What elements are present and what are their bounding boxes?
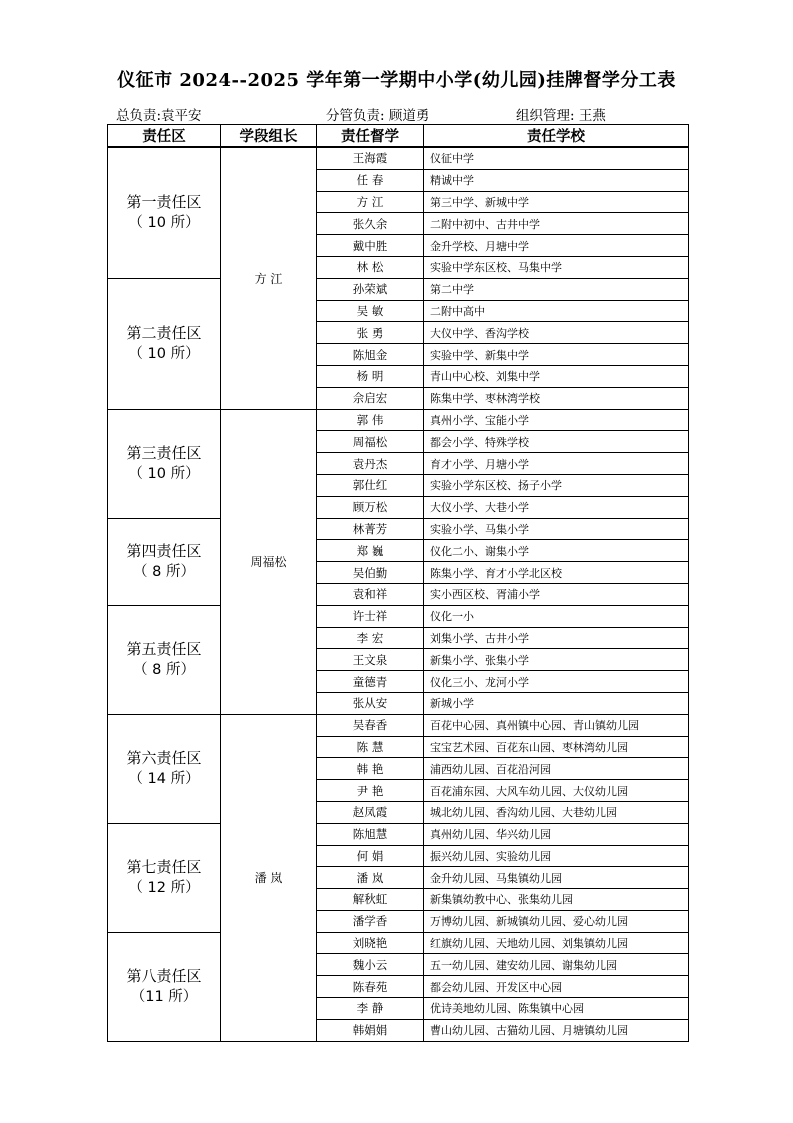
assigned-schools: 刘集小学、古井小学	[424, 627, 689, 649]
zone-name: 第七责任区	[126, 857, 202, 876]
table-row	[108, 147, 689, 169]
supervisor-name: 袁丹杰	[317, 453, 424, 475]
assigned-schools: 大仪小学、大巷小学	[424, 496, 689, 518]
assigned-schools: 都会幼儿园、开发区中心园	[424, 976, 689, 998]
table-row	[108, 823, 689, 845]
supervisor-name: 郑 巍	[317, 540, 424, 562]
zone-cell	[108, 714, 221, 823]
supervisor-name: 韩娟娟	[317, 1019, 424, 1041]
assigned-schools: 育才小学、月塘小学	[424, 453, 689, 475]
supervisor-name: 陈春苑	[317, 976, 424, 998]
supervisor-name: 方 江	[317, 191, 424, 213]
zone-name: 第六责任区	[126, 748, 202, 767]
assigned-schools: 第二中学	[424, 278, 689, 300]
zone-school-count: （ 10 所）	[128, 345, 200, 362]
header-schools: 责任学校	[424, 125, 689, 148]
header-zone: 责任区	[108, 125, 221, 148]
zone-school-count: （ 8 所）	[133, 661, 195, 678]
table-row	[108, 409, 689, 431]
zone-school-count: （11 所）	[130, 988, 198, 1005]
supervisor-name: 童德青	[317, 671, 424, 693]
supervisor-name: 陈旭金	[317, 344, 424, 366]
table-body	[108, 147, 689, 1041]
assigned-schools: 红旗幼儿园、天地幼儿园、刘集镇幼儿园	[424, 932, 689, 954]
assigned-schools: 仪化三小、龙河小学	[424, 671, 689, 693]
assigned-schools: 万博幼儿园、新城镇幼儿园、爱心幼儿园	[424, 910, 689, 932]
assigned-schools: 二附中高中	[424, 300, 689, 322]
supervisor-name: 陈 慧	[317, 736, 424, 758]
section-leader: 潘 岚	[221, 714, 317, 1041]
assigned-schools: 大仪中学、香沟学校	[424, 322, 689, 344]
zone-name: 第八责任区	[126, 966, 202, 985]
zone-name: 第五责任区	[126, 639, 202, 658]
zone-school-count: （ 10 所）	[128, 214, 200, 231]
assigned-schools: 金升幼儿园、马集镇幼儿园	[424, 867, 689, 889]
table-row	[108, 605, 689, 627]
assigned-schools: 振兴幼儿园、实验幼儿园	[424, 845, 689, 867]
supervisor-name: 任 春	[317, 169, 424, 191]
assigned-schools: 实验小学东区校、扬子小学	[424, 474, 689, 496]
supervisor-name: 周福松	[317, 431, 424, 453]
supervisor-name: 林 松	[317, 256, 424, 278]
zone-cell	[108, 823, 221, 932]
assigned-schools: 新集镇幼教中心、张集幼儿园	[424, 889, 689, 911]
supervisor-name: 吴伯勤	[317, 562, 424, 584]
zone-cell	[108, 278, 221, 409]
assigned-schools: 实小西区校、胥浦小学	[424, 583, 689, 605]
assigned-schools: 宝宝艺术园、百花东山园、枣林湾幼儿园	[424, 736, 689, 758]
assigned-schools: 青山中心校、刘集中学	[424, 365, 689, 387]
supervisor-name: 何 娟	[317, 845, 424, 867]
table-row	[108, 518, 689, 540]
zone-school-count: （ 10 所）	[128, 465, 200, 482]
zone-name: 第四责任区	[126, 541, 202, 560]
division-responsible: 分管负责: 顾道勇	[326, 108, 430, 124]
supervisor-name: 潘 岚	[317, 867, 424, 889]
assigned-schools: 仪化二小、谢集小学	[424, 540, 689, 562]
supervisor-name: 李 宏	[317, 627, 424, 649]
supervisor-name: 韩 艳	[317, 758, 424, 780]
zone-name: 第二责任区	[126, 323, 202, 342]
supervisor-name: 杨 明	[317, 365, 424, 387]
assigned-schools: 实验中学东区校、马集中学	[424, 256, 689, 278]
section-leader: 方 江	[221, 147, 317, 409]
supervisor-name: 袁和祥	[317, 583, 424, 605]
supervisor-name: 王文泉	[317, 649, 424, 671]
assigned-schools: 二附中初中、古井中学	[424, 213, 689, 235]
table-row	[108, 714, 689, 736]
zone-name: 第三责任区	[126, 443, 202, 462]
assignment-table	[107, 124, 689, 1042]
assigned-schools: 陈集中学、枣林湾学校	[424, 387, 689, 409]
assigned-schools: 五一幼儿园、建安幼儿园、谢集幼儿园	[424, 954, 689, 976]
assigned-schools: 实验小学、马集小学	[424, 518, 689, 540]
table-row	[108, 932, 689, 954]
assigned-schools: 真州幼儿园、华兴幼儿园	[424, 823, 689, 845]
header-leader: 学段组长	[221, 125, 317, 148]
assigned-schools: 百花浦东园、大风车幼儿园、大仪幼儿园	[424, 780, 689, 802]
assigned-schools: 实验中学、新集中学	[424, 344, 689, 366]
page-title: 仪征市 2024--2025 学年第一学期中小学(幼儿园)挂牌督学分工表	[117, 70, 676, 91]
assigned-schools: 曹山幼儿园、古猫幼儿园、月塘镇幼儿园	[424, 1019, 689, 1041]
zone-cell	[108, 605, 221, 714]
assigned-schools: 仪化一小	[424, 605, 689, 627]
supervisor-name: 佘启宏	[317, 387, 424, 409]
supervisor-name: 顾万松	[317, 496, 424, 518]
supervisor-name: 许士祥	[317, 605, 424, 627]
supervisor-name: 张久余	[317, 213, 424, 235]
assigned-schools: 浦西幼儿园、百花沿河园	[424, 758, 689, 780]
assigned-schools: 金升学校、月塘中学	[424, 235, 689, 257]
section-leader: 周福松	[221, 409, 317, 714]
supervisor-name: 刘晓艳	[317, 932, 424, 954]
supervisor-name: 魏小云	[317, 954, 424, 976]
zone-cell	[108, 147, 221, 278]
zone-school-count: （ 8 所）	[133, 563, 195, 580]
assigned-schools: 都会小学、特殊学校	[424, 431, 689, 453]
assigned-schools: 第三中学、新城中学	[424, 191, 689, 213]
supervisor-name: 尹 艳	[317, 780, 424, 802]
assigned-schools: 城北幼儿园、香沟幼儿园、大巷幼儿园	[424, 801, 689, 823]
zone-name: 第一责任区	[126, 192, 202, 211]
assigned-schools: 新集小学、张集小学	[424, 649, 689, 671]
header-supervisor: 责任督学	[317, 125, 424, 148]
assigned-schools: 优诗美地幼儿园、陈集镇中心园	[424, 998, 689, 1020]
assigned-schools: 百花中心园、真州镇中心园、青山镇幼儿园	[424, 714, 689, 736]
supervisor-name: 赵凤霞	[317, 801, 424, 823]
assigned-schools: 真州小学、宝能小学	[424, 409, 689, 431]
assigned-schools: 仪征中学	[424, 147, 689, 169]
supervisor-name: 吴 敏	[317, 300, 424, 322]
assigned-schools: 新城小学	[424, 692, 689, 714]
supervisor-name: 戴中胜	[317, 235, 424, 257]
zone-cell	[108, 518, 221, 605]
supervisor-name: 吴春香	[317, 714, 424, 736]
zone-school-count: （ 14 所）	[128, 770, 200, 787]
supervisor-name: 王海霞	[317, 147, 424, 169]
supervisor-name: 张 勇	[317, 322, 424, 344]
supervisor-name: 孙荣斌	[317, 278, 424, 300]
supervisor-name: 郭 伟	[317, 409, 424, 431]
assigned-schools: 精诚中学	[424, 169, 689, 191]
table-row	[108, 278, 689, 300]
general-responsible: 总负责:袁平安	[116, 108, 202, 124]
zone-cell	[108, 932, 221, 1041]
supervisor-name: 林菁芳	[317, 518, 424, 540]
assigned-schools: 陈集小学、育才小学北区校	[424, 562, 689, 584]
supervisor-name: 解秋虹	[317, 889, 424, 911]
supervisor-name: 李 静	[317, 998, 424, 1020]
supervisor-name: 张从安	[317, 692, 424, 714]
organization-manager: 组织管理: 王燕	[516, 108, 606, 124]
supervisor-name: 潘学香	[317, 910, 424, 932]
supervisor-name: 陈旭慧	[317, 823, 424, 845]
table-header-row	[108, 125, 689, 148]
zone-school-count: （ 12 所）	[128, 879, 200, 896]
supervisor-name: 郭仕红	[317, 474, 424, 496]
zone-cell	[108, 409, 221, 518]
